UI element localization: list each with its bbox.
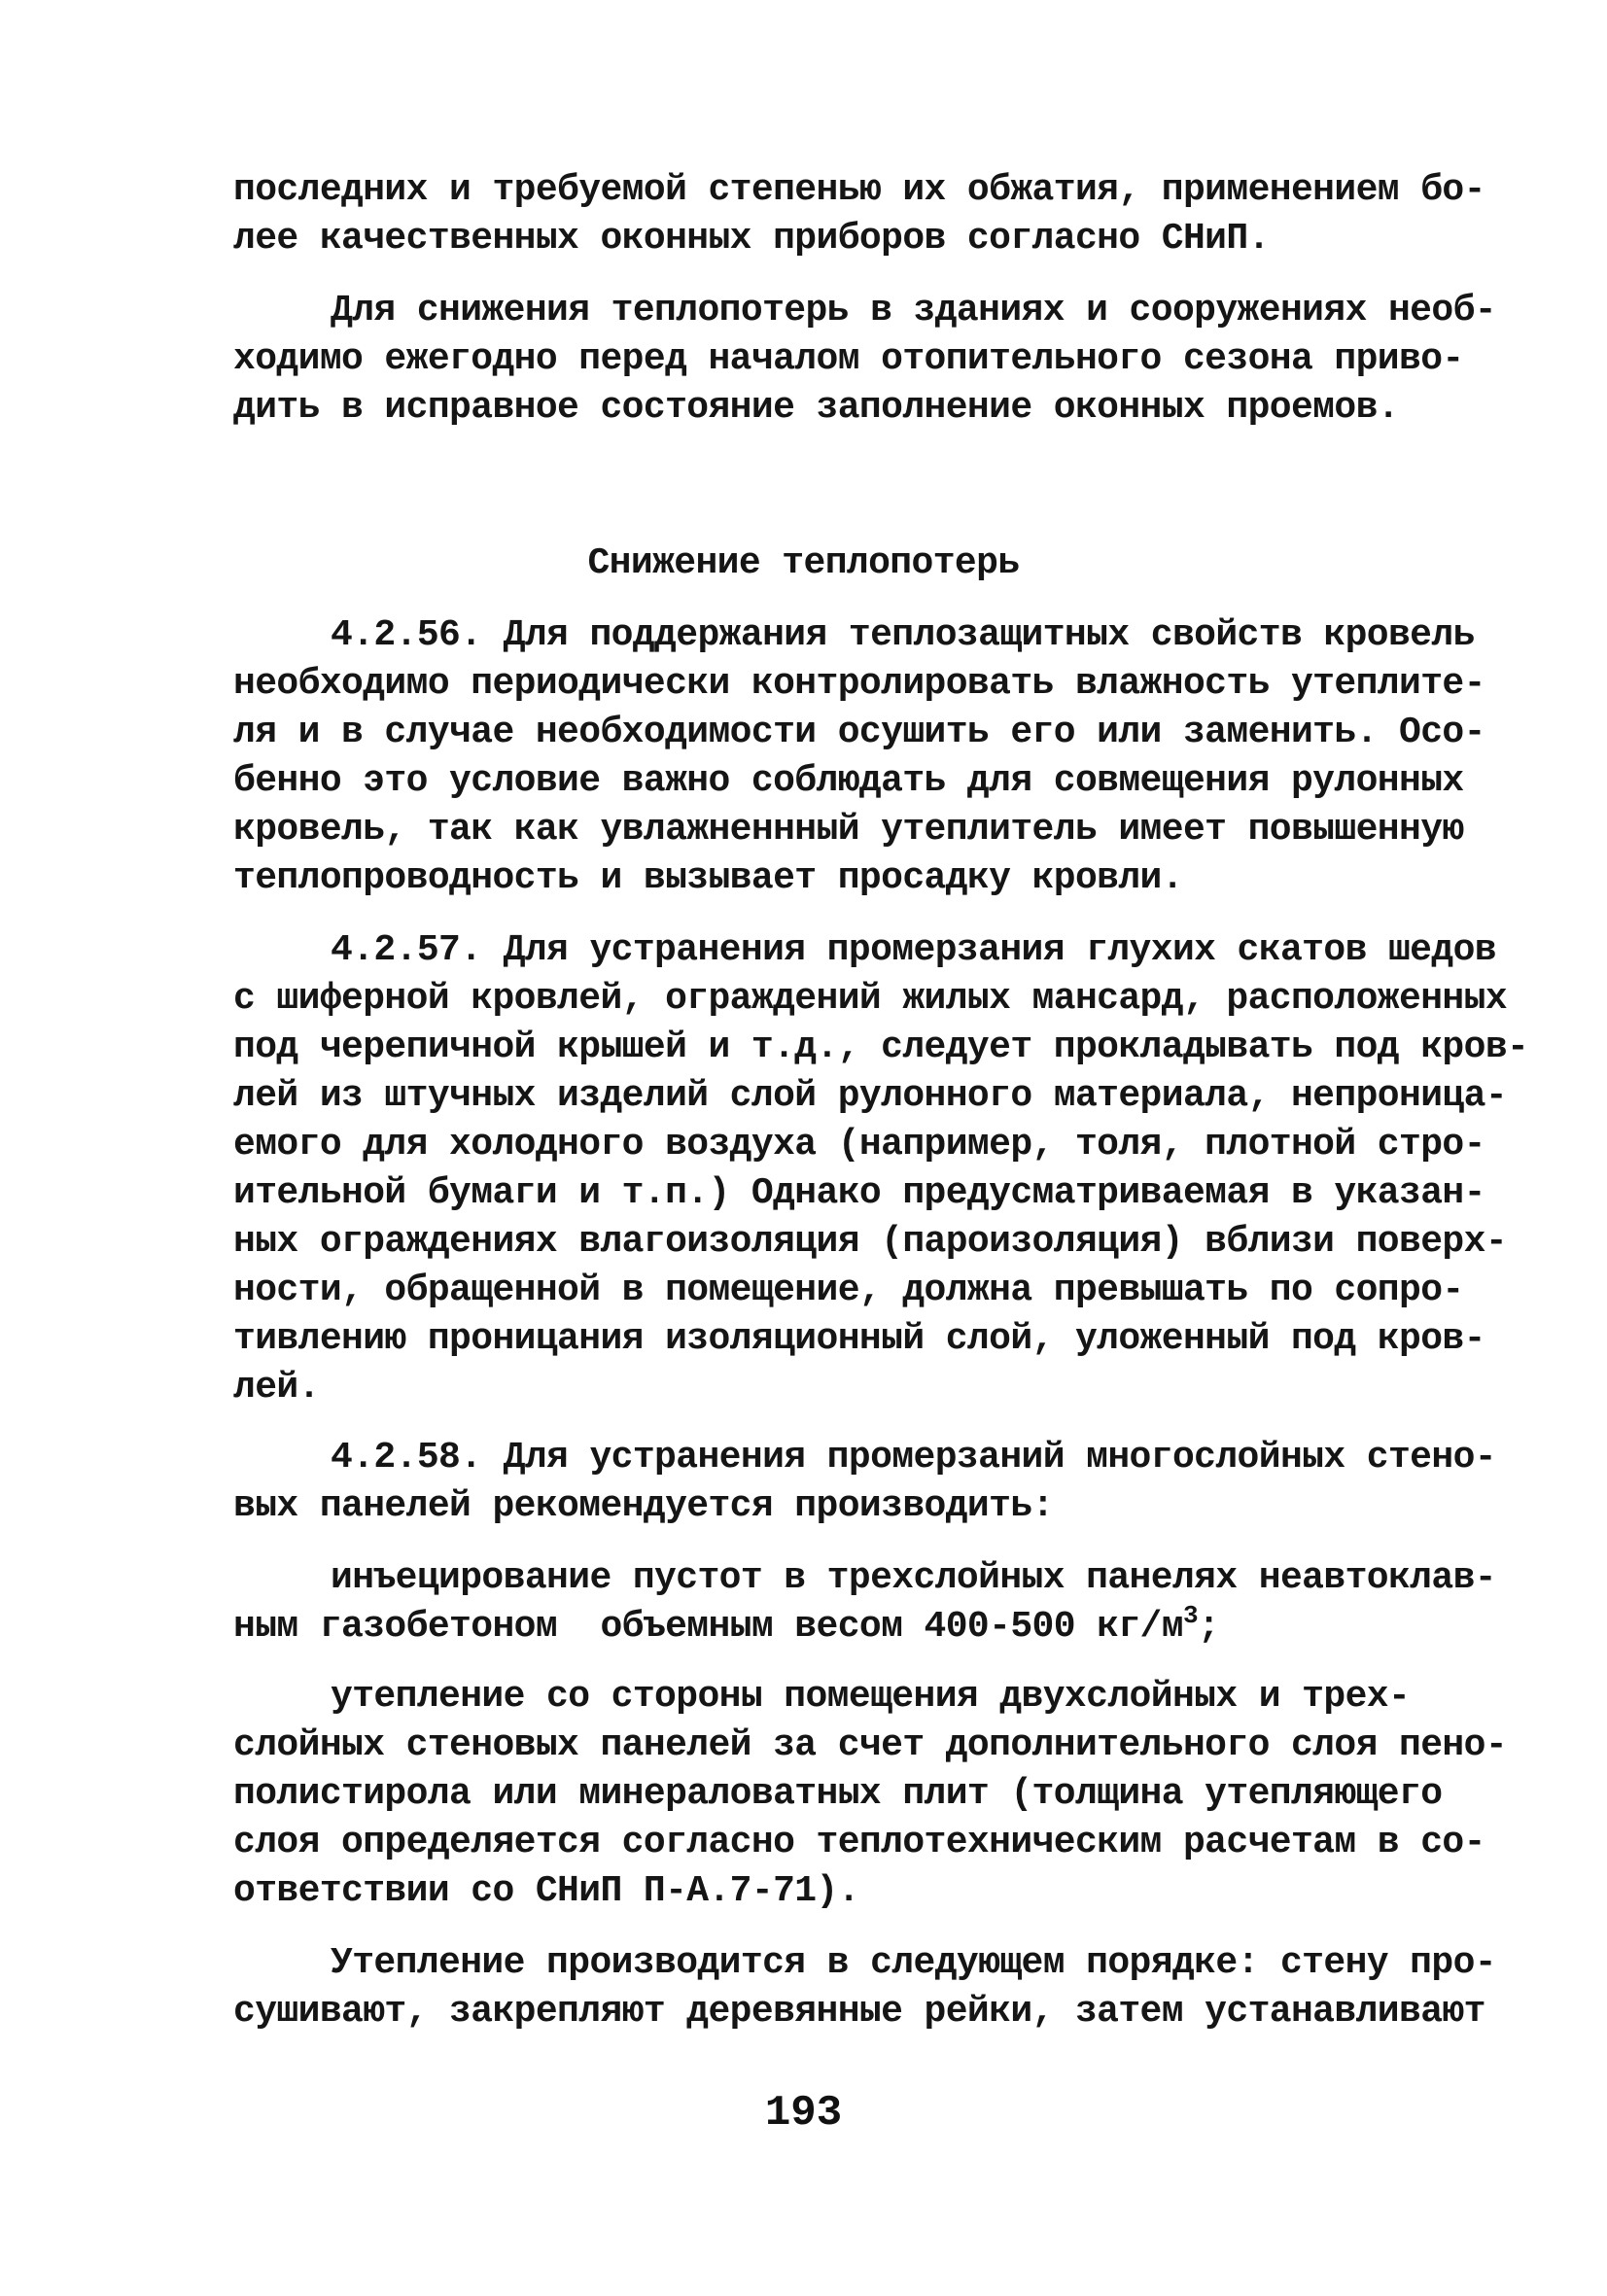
text-line: лей из штучных изделий слой рулонного материала, непроница- bbox=[233, 1075, 1508, 1117]
page-number: 193 bbox=[764, 2089, 843, 2138]
text-line: ительной бумаги и т.п.) Однако предусматриваемая в указан- bbox=[233, 1172, 1485, 1214]
text-line: ответствии со СНиП П-А.7-71). bbox=[233, 1870, 859, 1912]
text-line: инъецирование пустот в трехслойных панелях неавтоклав- bbox=[331, 1557, 1497, 1599]
text-line: полистирола или минераловатных плит (толщина утепляющего bbox=[233, 1773, 1443, 1815]
text-line: кровель, так как увлажненнный утеплитель имеет повышенную bbox=[233, 809, 1464, 851]
text-line: теплопроводность и вызывает просадку кровли. bbox=[233, 857, 1183, 899]
text-line: под черепичной крышей и т.д., следует прокладывать под кров- bbox=[233, 1026, 1529, 1068]
text-line: слоя определяется согласно теплотехническим расчетам в со- bbox=[233, 1822, 1485, 1863]
text-line: сушивают, закрепляют деревянные рейки, затем устанавливают bbox=[233, 1991, 1485, 2033]
text-line: 4.2.58. Для устранения промерзаний многослойных стено- bbox=[331, 1437, 1497, 1478]
text-line: 4.2.57. Для устранения промерзания глухих скатов шедов bbox=[331, 929, 1497, 971]
text-line bbox=[233, 1601, 1220, 1651]
text-line: ля и в случае необходимости осушить его или заменить. Осо- bbox=[233, 712, 1485, 753]
text-fragment: ; bbox=[1197, 1606, 1220, 1648]
text-line: емого для холодного воздуха (например, толя, плотной стро- bbox=[233, 1124, 1485, 1165]
text-line: последних и требуемой степенью их обжатия, применением бо- bbox=[233, 169, 1485, 211]
text-line: бенно это условие важно соблюдать для совмещения рулонных bbox=[233, 760, 1464, 802]
text-line: ходимо ежегодно перед началом отопительного сезона приво- bbox=[233, 338, 1464, 380]
text-line: с шиферной кровлей, ограждений жилых мансард, расположенных bbox=[233, 978, 1508, 1020]
text-line: утепление со стороны помещения двухслойных и трех- bbox=[331, 1676, 1411, 1718]
text-line: Утепление производится в следующем порядке: стену про- bbox=[331, 1942, 1497, 1984]
section-heading: Снижение теплопотерь bbox=[587, 541, 1020, 584]
text-line: Для снижения теплопотерь в зданиях и сооружениях необ- bbox=[331, 290, 1497, 331]
text-line: ных ограждениях влагоизоляция (пароизоляция) вблизи поверх- bbox=[233, 1221, 1508, 1263]
text-line: ности, обращенной в помещение, должна превышать по сопро- bbox=[233, 1270, 1464, 1311]
text-line: необходимо периодически контролировать влажность утеплите- bbox=[233, 663, 1485, 705]
text-line: лее качественных оконных приборов согласно СНиП. bbox=[233, 218, 1270, 260]
text-line: вых панелей рекомендуется производить: bbox=[233, 1485, 1054, 1527]
text-fragment: ным газобетоном объемным весом 400-500 кг/м bbox=[233, 1606, 1183, 1648]
superscript: 3 bbox=[1182, 1601, 1198, 1630]
text-line: тивлению проницания изоляционный слой, уложенный под кров- bbox=[233, 1318, 1485, 1360]
text-line: лей. bbox=[233, 1367, 320, 1409]
text-line: 4.2.56. Для поддержания теплозащитных свойств кровель bbox=[331, 614, 1475, 656]
text-line: слойных стеновых панелей за счет дополнительного слоя пено- bbox=[233, 1724, 1508, 1766]
text-line: дить в исправное состояние заполнение оконных проемов. bbox=[233, 387, 1400, 429]
